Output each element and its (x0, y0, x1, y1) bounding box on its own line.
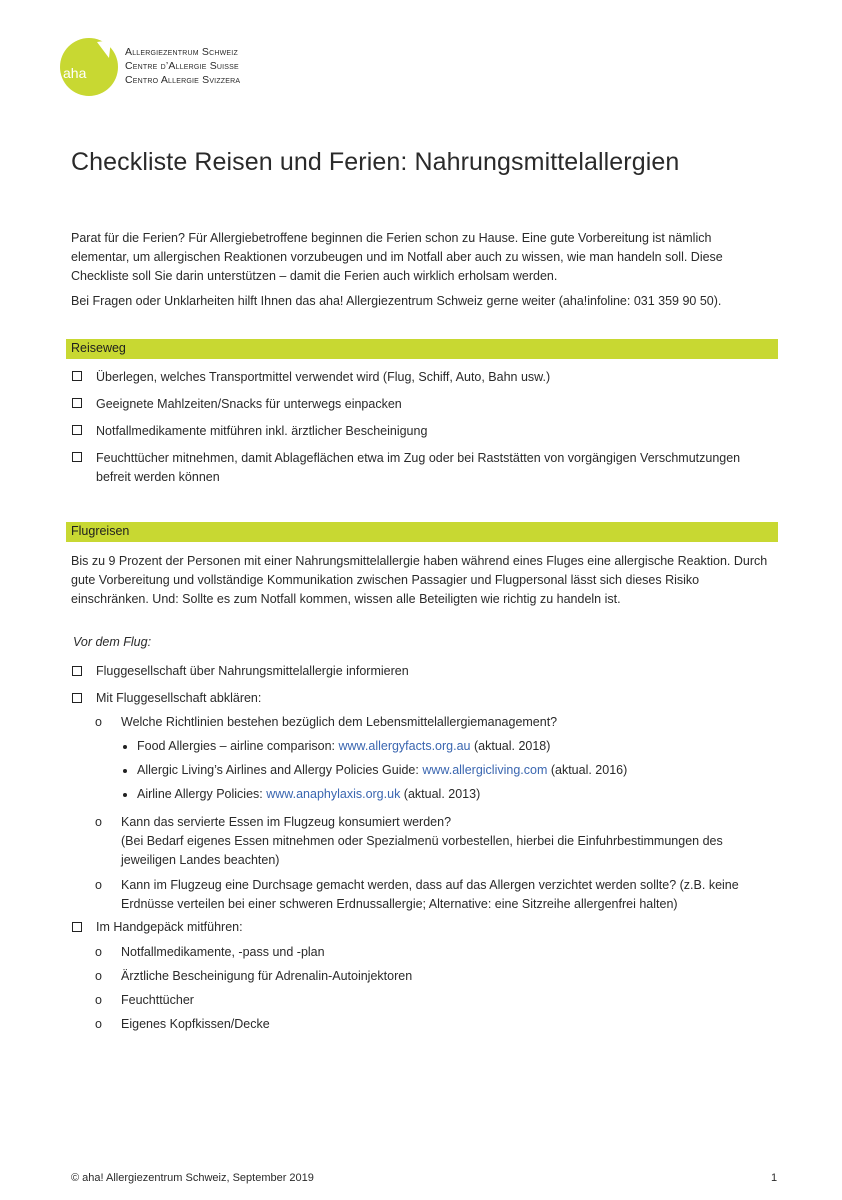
link-date: (aktual. 2013) (400, 787, 481, 801)
checklist-item: Fluggesellschaft über Nahrungsmittelallergie informieren (96, 664, 409, 678)
checklist-item: Geeignete Mahlzeiten/Snacks für unterwegs einpacken (96, 397, 402, 411)
link-date: (aktual. 2018) (470, 739, 551, 753)
circle-bullet: o (95, 945, 102, 959)
checkbox[interactable] (72, 922, 82, 932)
link-item (137, 737, 777, 756)
logo-text: aha (63, 65, 87, 81)
circle-bullet: o (95, 878, 102, 892)
anaphylaxis-link[interactable]: www.anaphylaxis.org.uk (266, 787, 401, 801)
checklist-item: Feuchttücher mitnehmen, damit Ablageflächen etwa im Zug oder bei Raststätten von vorgängigen Verschmutzungen befreit werden können (96, 451, 741, 484)
flight-intro-paragraph: Bis zu 9 Prozent der Personen mit einer Nahrungsmittelallergie haben während eines Fluges eine allergische Reaktion. Durch gute Vorbereitung und vollständige Kommunikation zwischen Passagier und Flugpersonal lässt sich dieses Risiko einschränken. Und: Sollte es zum Notfall kommen, wissen alle Beteiligten wie richtig zu handeln ist. (71, 554, 768, 606)
subheading-before-flight: Vor dem Flug: (73, 635, 152, 649)
circle-bullet: o (95, 715, 102, 729)
checkbox[interactable] (72, 666, 82, 676)
bullet-dot (123, 769, 127, 773)
carry-item: Ärztliche Bescheinigung für Adrenalin-Autoinjektoren (121, 969, 413, 983)
organization-names (125, 45, 240, 87)
sub-item-note: (Bei Bedarf eigenes Essen mitnehmen oder Spezialmenü vorbestellen, hierbei die Einfuhrbestimmungen des jeweiligen Landes beachten) (121, 834, 723, 867)
section-header-reiseweg (66, 339, 778, 359)
checkbox[interactable] (72, 425, 82, 435)
org-line-fr: Centre d’Allergie Suisse (125, 60, 239, 72)
org-line-it: Centro Allergie Svizzera (125, 74, 241, 86)
link-item (137, 761, 777, 780)
page-number: 1 (771, 1172, 778, 1184)
allergicliving-link[interactable]: www.allergicliving.com (422, 763, 548, 777)
footer-copyright: © aha! Allergiezentrum Schweiz, September 2019 (71, 1172, 314, 1184)
carry-item: Eigenes Kopfkissen/Decke (121, 1017, 270, 1031)
aha-logo (59, 36, 121, 98)
checklist-item: Mit Fluggesellschaft abklären: (96, 691, 262, 705)
allergyfacts-link[interactable]: www.allergyfacts.org.au (338, 739, 471, 753)
circle-bullet: o (95, 815, 102, 829)
link-item (137, 785, 777, 804)
sub-item: Kann das servierte Essen im Flugzeug konsumiert werden? (121, 815, 452, 829)
org-line-de: Allergiezentrum Schweiz (125, 46, 238, 58)
contact-paragraph: Bei Fragen oder Unklarheiten hilft Ihnen das aha! Allergiezentrum Schweiz gerne weiter (aha!infoline: 031 359 90 50). (71, 294, 722, 308)
sub-item: Kann im Flugzeug eine Durchsage gemacht werden, dass auf das Allergen verzichtet werden sollte? (z.B. keine Erdnüsse verteilen bei einer schweren Erdnussallergie; Alternative: eine Sitzreihe allergenfrei halten) (121, 878, 739, 911)
checkbox[interactable] (72, 398, 82, 408)
circle-bullet: o (95, 1017, 102, 1031)
link-label: Airline Allergy Policies: (137, 787, 267, 801)
bullet-dot (123, 745, 127, 749)
bullet-dot (123, 793, 127, 797)
checkbox[interactable] (72, 452, 82, 462)
link-label: Food Allergies – airline comparison: (137, 739, 339, 753)
checkbox[interactable] (72, 693, 82, 703)
checklist-item: Überlegen, welches Transportmittel verwendet wird (Flug, Schiff, Auto, Bahn usw.) (96, 370, 551, 384)
circle-bullet: o (95, 993, 102, 1007)
circle-bullet: o (95, 969, 102, 983)
carry-item: Notfallmedikamente, -pass und -plan (121, 945, 325, 959)
section-title: Flugreisen (71, 524, 130, 538)
section-title: Reiseweg (71, 341, 126, 355)
sub-item: Welche Richtlinien bestehen bezüglich dem Lebensmittelallergiemanagement? (121, 715, 558, 729)
checkbox[interactable] (72, 371, 82, 381)
link-date: (aktual. 2016) (547, 763, 628, 777)
checklist-item: Im Handgepäck mitführen: (96, 920, 243, 934)
intro-paragraph: Parat für die Ferien? Für Allergiebetroffene beginnen die Ferien schon zu Hause. Eine gute Vorbereitung ist nämlich elementar, um allergischen Reaktionen vorzubeugen und im Notfall aber auch zu wissen, wie man handeln soll. Diese Checkliste soll Sie darin unterstützen – damit die Ferien auch wirklich erholsam werden. (71, 231, 723, 283)
link-label: Allergic Living’s Airlines and Allergy Policies Guide: (137, 763, 423, 777)
carry-item: Feuchttücher (121, 993, 194, 1007)
checklist-item: Notfallmedikamente mitführen inkl. ärztlicher Bescheinigung (96, 424, 428, 438)
page-title: Checkliste Reisen und Ferien: Nahrungsmittelallergien (71, 148, 680, 176)
section-header-flugreisen (66, 522, 778, 542)
